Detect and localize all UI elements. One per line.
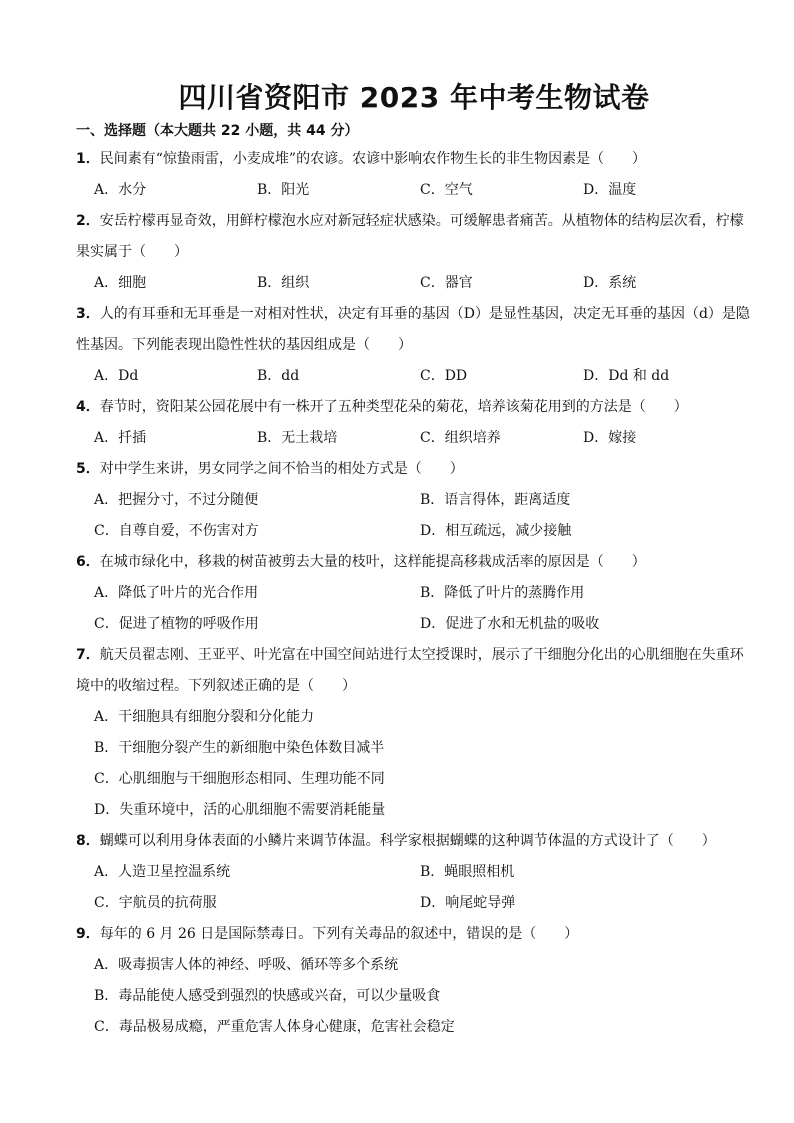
- question-stem: [76, 392, 752, 423]
- option-b: B．降低了叶片的蒸腾作用: [420, 585, 585, 601]
- question-5: [76, 454, 752, 547]
- option-c: C．器官: [420, 275, 473, 291]
- question-2: [76, 206, 752, 299]
- option-b: B．阳光: [257, 182, 310, 198]
- question-number: 2．: [76, 213, 100, 229]
- option-a: A．把握分寸，不过分随便: [94, 492, 259, 508]
- question-number: 1．: [76, 151, 100, 167]
- options-row: [76, 485, 752, 516]
- question-3: [76, 299, 752, 392]
- option-d: D．Dd 和 dd: [583, 368, 670, 384]
- option-c: C．DD: [420, 368, 468, 384]
- option-a: A．降低了叶片的光合作用: [94, 585, 259, 601]
- option-a: A．Dd: [94, 368, 139, 384]
- question-9: [76, 919, 752, 1043]
- question-number: 8．: [76, 833, 100, 849]
- option-d: D．相互疏远，减少接触: [420, 523, 572, 539]
- option-b: B．组织: [257, 275, 310, 291]
- question-4: [76, 392, 752, 454]
- question-text: 安岳柠檬再显奇效，用鲜柠檬泡水应对新冠轻症状感染。可缓解患者痛苦。从植物体的结构层次看，柠檬果实属于（ ）: [76, 213, 744, 260]
- option-c: C．自尊自爱，不伤害对方: [94, 523, 259, 539]
- option-d: D．系统: [583, 275, 637, 291]
- page-title: 四川省资阳市 2023 年中考生物试卷: [178, 81, 650, 114]
- question-stem: [76, 206, 752, 268]
- question-number: 7．: [76, 647, 100, 663]
- question-stem: [76, 919, 752, 950]
- option-b: B．毒品能使人感受到强烈的快感或兴奋，可以少量吸食: [94, 988, 441, 1004]
- option-c: C．毒品极易成瘾，严重危害人体身心健康，危害社会稳定: [94, 1019, 455, 1035]
- section-heading: 一、选择题（本大题共 22 小题，共 44 分）: [76, 123, 359, 139]
- question-text: 航天员翟志刚、王亚平、叶光富在中国空间站进行太空授课时，展示了干细胞分化出的心肌细胞在失重环境中的收缩过程。下列叙述正确的是（ ）: [76, 647, 744, 694]
- options-row: [76, 361, 752, 392]
- options-row: [76, 609, 752, 640]
- question-text: 民间素有“惊蛰雨雷，小麦成堆”的农谚。农谚中影响农作物生长的非生物因素是（ ）: [99, 151, 647, 167]
- question-text: 人的有耳垂和无耳垂是一对相对性状，决定有耳垂的基因（D）是显性基因，决定无耳垂的基因（d）是隐性基因。下列能表现出隐性性状的基因组成是（ ）: [76, 306, 750, 353]
- options-row: [76, 888, 752, 919]
- option-a: A．扦插: [94, 430, 147, 446]
- question-stem: [76, 826, 752, 857]
- options-row: [76, 423, 752, 454]
- option-b: B．干细胞分裂产生的新细胞中染色体数目减半: [94, 740, 385, 756]
- option-b: B．语言得体，距离适度: [420, 492, 571, 508]
- option-c: C．心肌细胞与干细胞形态相同、生理功能不同: [94, 771, 385, 787]
- option-d: D．促进了水和无机盐的吸收: [420, 616, 600, 632]
- question-number: 6．: [76, 554, 100, 570]
- option-a: A．干细胞具有细胞分裂和分化能力: [94, 709, 315, 725]
- option-c: C．空气: [420, 182, 473, 198]
- question-number: 5．: [76, 461, 100, 477]
- option-d: D．失重环境中，活的心肌细胞不需要消耗能量: [94, 802, 386, 818]
- question-stem: [76, 299, 752, 361]
- option-a: A．水分: [94, 182, 147, 198]
- question-text: 在城市绿化中，移栽的树苗被剪去大量的枝叶，这样能提高移栽成活率的原因是（ ）: [99, 554, 646, 570]
- option-b: B．无土栽培: [257, 430, 338, 446]
- question-7: [76, 640, 752, 826]
- question-stem: [76, 547, 752, 578]
- question-stem: [76, 144, 752, 175]
- question-6: [76, 547, 752, 640]
- option-c: C．促进了植物的呼吸作用: [94, 616, 259, 632]
- question-8: [76, 826, 752, 919]
- options-row: [76, 857, 752, 888]
- option-b: B．dd: [257, 368, 300, 384]
- question-text: 春节时，资阳某公园花展中有一株开了五种类型花朵的菊花，培养该菊花用到的方法是（ ）: [99, 399, 688, 415]
- options-row: [76, 578, 752, 609]
- option-a: A．细胞: [94, 275, 147, 291]
- options-row: [76, 516, 752, 547]
- question-1: [76, 144, 752, 206]
- option-c: C．宇航员的抗荷服: [94, 895, 217, 911]
- options-row: [76, 175, 752, 206]
- question-number: 4．: [76, 399, 100, 415]
- options-row: [76, 268, 752, 299]
- question-number: 9．: [76, 926, 100, 942]
- question-stem: [76, 454, 752, 485]
- option-a: A．吸毒损害人体的神经、呼吸、循环等多个系统: [94, 957, 399, 973]
- question-number: 3．: [76, 306, 100, 322]
- option-c: C．组织培养: [420, 430, 501, 446]
- question-text: 蝴蝶可以利用身体表面的小鳞片来调节体温。科学家根据蝴蝶的这种调节体温的方式设计了（ ）: [99, 833, 716, 849]
- option-d: D．响尾蛇导弹: [420, 895, 516, 911]
- option-d: D．嫁接: [583, 430, 637, 446]
- option-b: B．蝇眼照相机: [420, 864, 515, 880]
- option-a: A．人造卫星控温系统: [94, 864, 231, 880]
- question-text: 对中学生来讲，男女同学之间不恰当的相处方式是（ ）: [99, 461, 464, 477]
- option-d: D．温度: [583, 182, 637, 198]
- question-text: 每年的 6 月 26 日是国际禁毒日。下列有关毒品的叙述中，错误的是（ ）: [99, 926, 579, 942]
- question-stem: [76, 640, 752, 702]
